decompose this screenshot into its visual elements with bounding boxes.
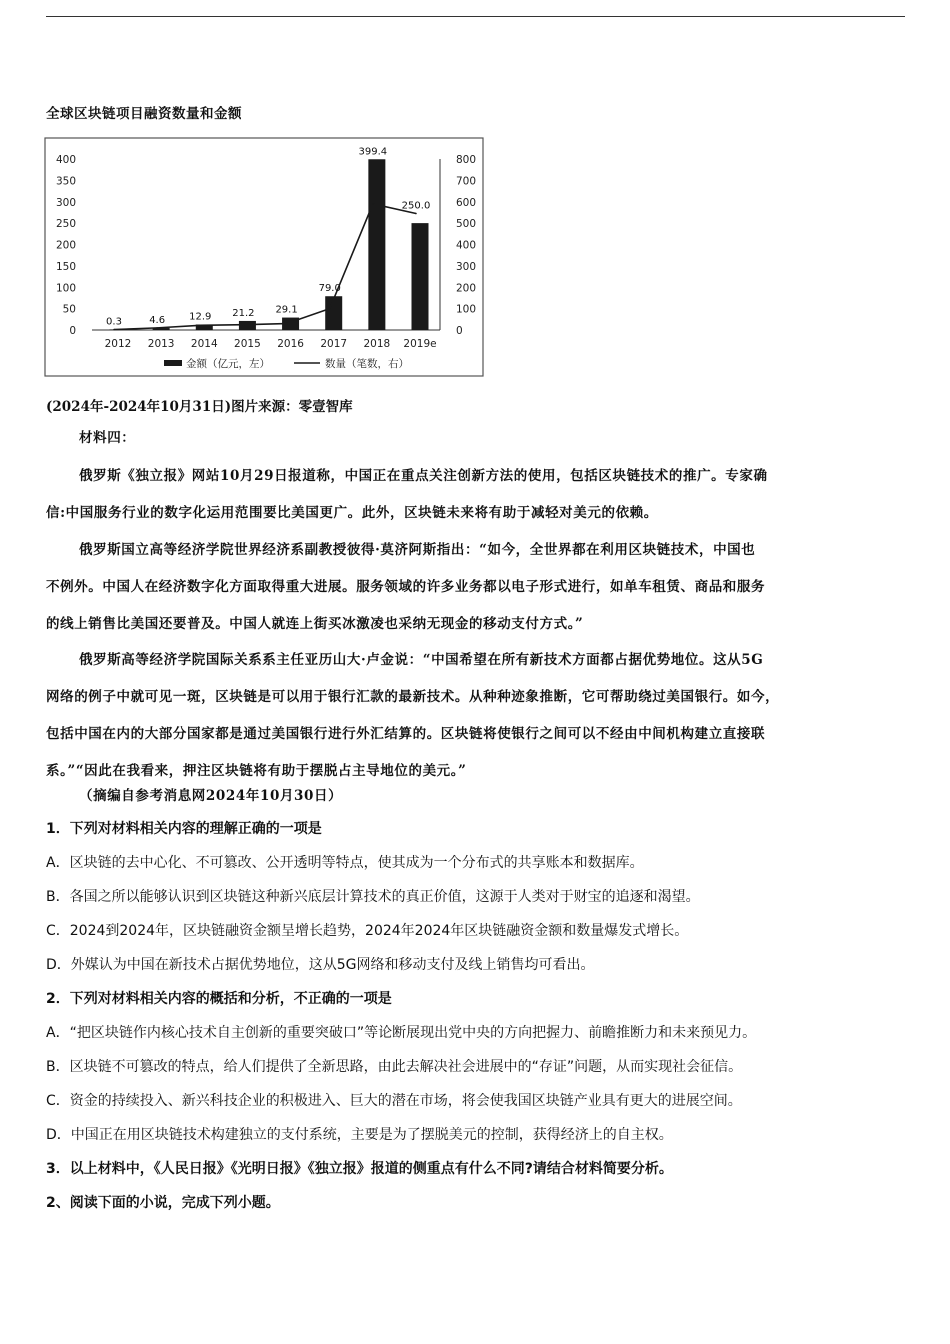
paragraph-line: 俄罗斯《独立报》网站10月29日报道称，中国正在重点关注创新方法的使用，包括区块链技术的推广。专家确 [79, 468, 768, 484]
x-axis-tick-label: 2019e [403, 338, 437, 350]
right-axis-tick-label: 100 [456, 303, 477, 316]
answer-option: D．外媒认为中国在新技术占据优势地位，这从5G网络和移动支付及线上销售均可看出。 [46, 957, 595, 973]
x-axis-tick-label: 2015 [234, 338, 261, 350]
left-axis-tick-label: 50 [62, 303, 76, 316]
funding-chart [44, 137, 484, 377]
funding-bar [325, 296, 342, 330]
source-note-text: （摘编自参考消息网2024年10月30日） [79, 788, 343, 804]
paragraph-line: 网络的例子中就可见一斑，区块链是可以用于银行汇款的最新技术。从种种迹象推断，它可帮助绕过美国银行。如今， [46, 689, 780, 705]
legend-bar-label: 金额（亿元，左） [186, 358, 270, 370]
material-heading [46, 420, 908, 457]
right-axis-tick-label: 0 [456, 325, 463, 337]
right-axis-tick-label: 800 [456, 154, 477, 166]
paragraph-line: 俄罗斯国立高等经济学院世界经济系副教授彼得·莫济阿斯指出：“如今，全世界都在利用区块链技术，中国也 [79, 542, 756, 558]
paragraph-line: 的线上销售比美国还要普及。中国人就连上街买冰激凌也采纳无现金的移动支付方式。” [46, 616, 584, 632]
paragraph-line: 系。”“因此在我看来，押注区块链将有助于摆脱占主导地位的美元。” [46, 763, 467, 779]
left-axis-tick-label: 100 [55, 282, 76, 295]
left-axis-tick-label: 150 [55, 260, 76, 273]
bar-value-label: 0.3 [106, 316, 122, 328]
source-note [46, 778, 908, 815]
count-point [415, 213, 417, 215]
x-axis-tick-label: 2012 [104, 338, 132, 350]
bar-value-label: 21.2 [232, 307, 255, 319]
paragraph [46, 642, 908, 790]
bar-value-label: 250.0 [401, 200, 431, 212]
answer-option: B．各国之所以能够认识到区块链这种新兴底层计算技术的真正价值，这源于人类对于财宝的追逐和渴望。 [46, 889, 700, 905]
left-axis-tick-label: 250 [55, 218, 76, 231]
question-stem: 1．下列对材料相关内容的理解正确的一项是 [46, 821, 322, 837]
x-axis-tick-label: 2013 [147, 338, 175, 350]
count-point [329, 308, 331, 310]
question-stem: 2、阅读下面的小说，完成下列小题。 [46, 1195, 280, 1211]
paragraph-line: 信:中国服务行业的数字化运用范围要比美国更广。此外，区块链未来将有助于减轻对美元的依赖。 [46, 505, 658, 521]
bar-value-label: 29.1 [275, 304, 298, 316]
paragraph-line: 包括中国在内的大部分国家都是通过美国银行进行外汇结算的。区块链将使银行之间可以不经由中间机构建立直接联 [46, 726, 766, 742]
count-point [199, 324, 201, 326]
right-axis-tick-label: 600 [456, 196, 477, 209]
bar-value-label: 4.6 [149, 314, 166, 326]
count-point [286, 323, 288, 325]
left-axis-tick-label: 0 [69, 325, 76, 337]
material-heading-text: 材料四： [79, 430, 136, 446]
chart-title: 全球区块链项目融资数量和金额 [46, 106, 242, 122]
right-axis-tick-label: 300 [456, 260, 477, 273]
left-axis-tick-label: 350 [55, 175, 76, 188]
answer-option: A．“把区块链作内核心技术自主创新的重要突破口”等论断展现出党中央的方向把握力、前瞻推断力和未来预见力。 [46, 1025, 757, 1041]
chart-caption: (2024年-2024年10月31日)图片来源：零壹智库 [46, 399, 353, 415]
answer-option: D．中国正在用区块链技术构建独立的支付系统，主要是为了摆脱美元的控制，获得经济上的自主权。 [46, 1127, 673, 1143]
legend-line-label: 数量（笔数，右） [325, 358, 409, 370]
left-axis-tick-label: 300 [55, 196, 76, 209]
bar-value-label: 399.4 [358, 146, 388, 158]
paragraph [46, 532, 908, 643]
bar-value-label: 79.0 [318, 283, 341, 295]
right-axis-tick-label: 400 [456, 239, 477, 252]
legend-bar-swatch [164, 360, 182, 366]
right-axis-tick-label: 500 [456, 218, 477, 231]
count-point [113, 329, 115, 331]
answer-option: C．资金的持续投入、新兴科技企业的积极进入、巨大的潜在市场，将会使我国区块链产业具有更大的进展空间。 [46, 1093, 742, 1109]
funding-bar [412, 223, 429, 330]
funding-bar [368, 159, 385, 330]
answer-option: C．2024到2024年，区块链融资金额呈增长趋势，2024年2024年区块链融资金额和数量爆发式增长。 [46, 923, 689, 939]
answer-option: B．区块链不可篡改的特点，给人们提供了全新思路，由此去解决社会进展中的“存证”问题，从而实现社会征信。 [46, 1059, 743, 1075]
x-axis-tick-label: 2016 [277, 338, 304, 350]
bar-value-label: 12.9 [189, 311, 212, 323]
count-point [372, 203, 374, 205]
x-axis-tick-label: 2018 [363, 338, 391, 350]
answer-option: A．区块链的去中心化、不可篡改、公开透明等特点，使其成为一个分布式的共享账本和数据库。 [46, 855, 644, 871]
count-point [156, 327, 158, 329]
paragraph [46, 458, 908, 532]
paragraph-line: 不例外。中国人在经济数字化方面取得重大进展。服务领域的许多业务都以电子形式进行，如单车租赁、商品和服务 [46, 579, 766, 595]
count-point [243, 324, 245, 326]
right-axis-tick-label: 200 [456, 282, 477, 295]
left-axis-tick-label: 400 [55, 154, 76, 166]
x-axis-tick-label: 2017 [320, 338, 348, 350]
question-stem: 3．以上材料中，《人民日报》《光明日报》《独立报》报道的侧重点有什么不同?请结合材料简要分析。 [46, 1161, 673, 1177]
left-axis-tick-label: 200 [55, 239, 76, 252]
paragraph-line: 俄罗斯高等经济学院国际关系系主任亚历山大·卢金说：“中国希望在所有新技术方面都占据优势地位。这从5G [79, 652, 764, 668]
top-rule [46, 16, 905, 17]
question-stem: 2．下列对材料相关内容的概括和分析，不正确的一项是 [46, 991, 392, 1007]
x-axis-tick-label: 2014 [190, 338, 218, 350]
right-axis-tick-label: 700 [456, 175, 477, 188]
